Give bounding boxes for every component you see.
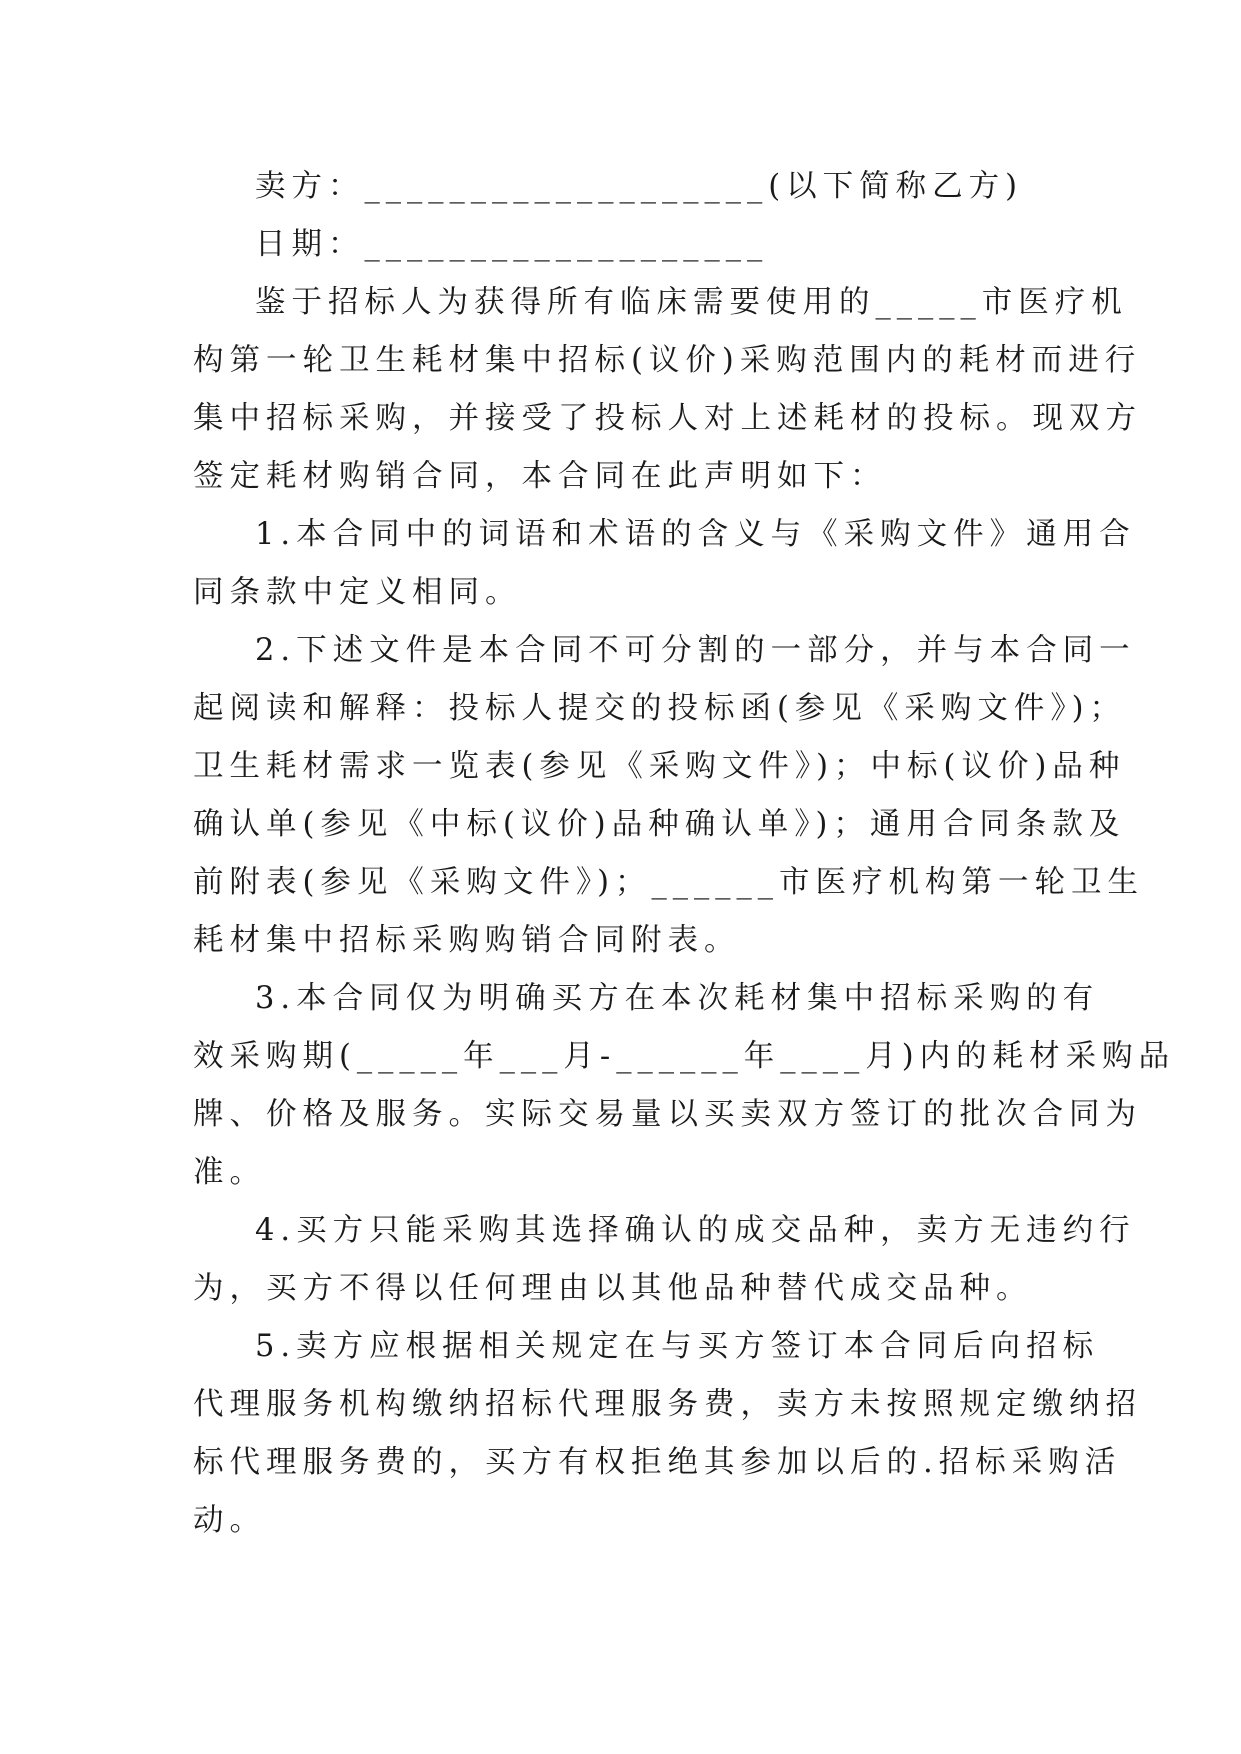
clause-4 [193, 1202, 1136, 1318]
clause-line: 动。 [193, 1503, 266, 1538]
intro-line: 构第一轮卫生耗材集中招标(议价)采购范围内的耗材而进行 [193, 343, 1142, 378]
document-body [193, 158, 1176, 1550]
date-field [193, 216, 1053, 274]
clause-line: 确认单(参见《中标(议价)品种确认单》)；通用合同条款及 [193, 807, 1126, 842]
clause-line: 2.下述文件是本合同不可分割的一部分，并与本合同一 [255, 633, 1136, 668]
intro-paragraph [193, 274, 1142, 506]
clause-line: 代理服务机构缴纳招标代理服务费，卖方未按照规定缴纳招 [193, 1387, 1142, 1422]
clause-line: 牌、价格及服务。实际交易量以买卖双方签订的批次合同为 [193, 1097, 1142, 1132]
clause-line: 4.买方只能采购其选择确认的成交品种，卖方无违约行 [255, 1213, 1136, 1248]
clause-5 [193, 1318, 1142, 1550]
clause-2 [193, 622, 1145, 970]
clause-line: 1.本合同中的词语和术语的含义与《采购文件》通用合 [255, 517, 1136, 552]
intro-line: 集中招标采购，并接受了投标人对上述耗材的投标。现双方 [193, 401, 1142, 436]
clause-line: 卫生耗材需求一览表(参见《采购文件》)；中标(议价)品种 [193, 749, 1126, 784]
clause-line: 5.卖方应根据相关规定在与买方签订本合同后向招标 [255, 1329, 1100, 1364]
clause-line: 起阅读和解释：投标人提交的投标函(参见《采购文件》)； [193, 691, 1127, 726]
intro-line: 签定耗材购销合同，本合同在此声明如下： [193, 459, 887, 494]
seller-blank: ___________________ [364, 169, 769, 204]
clause-line: 效采购期(_____年___月-______年____月)内的耗材采购品 [193, 1039, 1176, 1074]
clause-line: 3.本合同仅为明确买方在本次耗材集中招标采购的有 [255, 981, 1100, 1016]
clause-line: 前附表(参见《采购文件》)；______市医疗机构第一轮卫生 [193, 865, 1145, 900]
clause-line: 准。 [193, 1155, 266, 1190]
clause-1 [193, 506, 1136, 622]
intro-line: 鉴于招标人为获得所有临床需要使用的_____市医疗机 [255, 285, 1128, 320]
clause-line: 为，买方不得以任何理由以其他品种替代成交品种。 [193, 1271, 1033, 1306]
seller-field [193, 158, 1053, 216]
date-label: 日期： [255, 227, 365, 262]
clause-line: 同条款中定义相同。 [193, 575, 522, 610]
clause-line: 标代理服务费的，买方有权拒绝其参加以后的.招标采购活 [193, 1445, 1122, 1480]
clause-3 [193, 970, 1176, 1202]
seller-label: 卖方： [255, 169, 365, 204]
seller-suffix: (以下简称乙方) [768, 169, 1024, 204]
date-blank: ___________________ [364, 227, 769, 262]
clause-line: 耗材集中招标采购购销合同附表。 [193, 923, 741, 958]
